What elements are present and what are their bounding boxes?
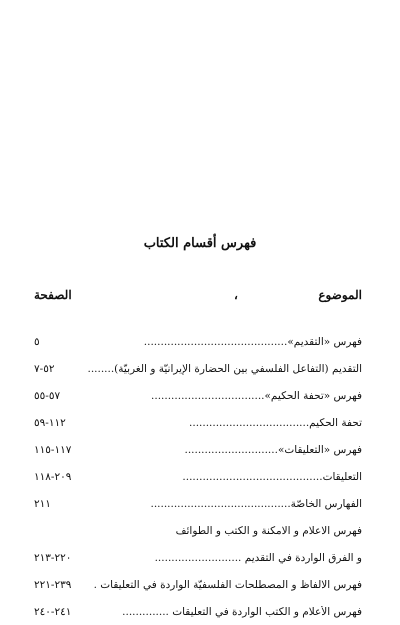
list-item <box>34 571 362 598</box>
entry-topic: فهرس الاعلام و الامكنة و الكتب و الطوائف <box>175 524 362 537</box>
entry-page: ٥٢-٧ <box>34 362 55 375</box>
list-item <box>34 409 362 436</box>
contents-list <box>34 328 362 625</box>
entry-topic: الفهارس الخاصّة.......................................... <box>150 497 362 510</box>
list-item <box>34 517 362 544</box>
entry-page: ٢٢٠-٢١٣ <box>34 551 72 564</box>
column-header-separator: ، <box>234 288 238 302</box>
list-item <box>34 382 362 409</box>
entry-topic: التعليقات.......................................... <box>182 470 362 483</box>
entry-page: ٢٣٩-٢٢١ <box>34 578 72 591</box>
entry-topic: التقديم (التفاعل الفلسفي بين الحضارة الإيرانيّة و الغربيّة)........ <box>87 362 362 375</box>
entry-topic: فهرس «تحفة الحكيم».................................. <box>151 389 362 402</box>
list-item <box>34 463 362 490</box>
column-header-page: الصفحة <box>34 288 72 302</box>
entry-page: ١١٢-٥٩ <box>34 416 66 429</box>
entry-topic: فهرس «التعليقات»............................ <box>184 443 362 456</box>
list-item <box>34 328 362 355</box>
entry-topic: و الفرق الواردة في التقديم .......................... <box>154 551 362 564</box>
entry-topic: تحفة الحكيم.................................... <box>189 416 362 429</box>
page-title: فهرس أقسام الكتاب <box>143 236 257 251</box>
entry-page: ١١٧-١١٥ <box>34 443 72 456</box>
column-header-topic: الموضوع <box>318 288 362 302</box>
list-item <box>34 490 362 517</box>
entry-topic: فهرس الأعلام و الكتب الواردة في التعليقات .............. <box>122 605 362 618</box>
entry-page: ٢٤١-٢٤٠ <box>34 605 72 618</box>
entry-topic: فهرس الالفاظ و المصطلحات الفلسفيّة الواردة في التعليقات . <box>93 578 362 591</box>
list-item <box>34 598 362 625</box>
list-item <box>34 544 362 571</box>
entry-page: ٢٠٩-١١٨ <box>34 470 72 483</box>
entry-page: ٥٧-٥٥ <box>34 389 61 402</box>
entry-page: ٥ <box>34 335 40 348</box>
entry-page: ٢١١ <box>34 497 51 510</box>
list-item <box>34 355 362 382</box>
list-item <box>34 436 362 463</box>
entry-topic: فهرس «التقديم»........................................... <box>143 335 362 348</box>
